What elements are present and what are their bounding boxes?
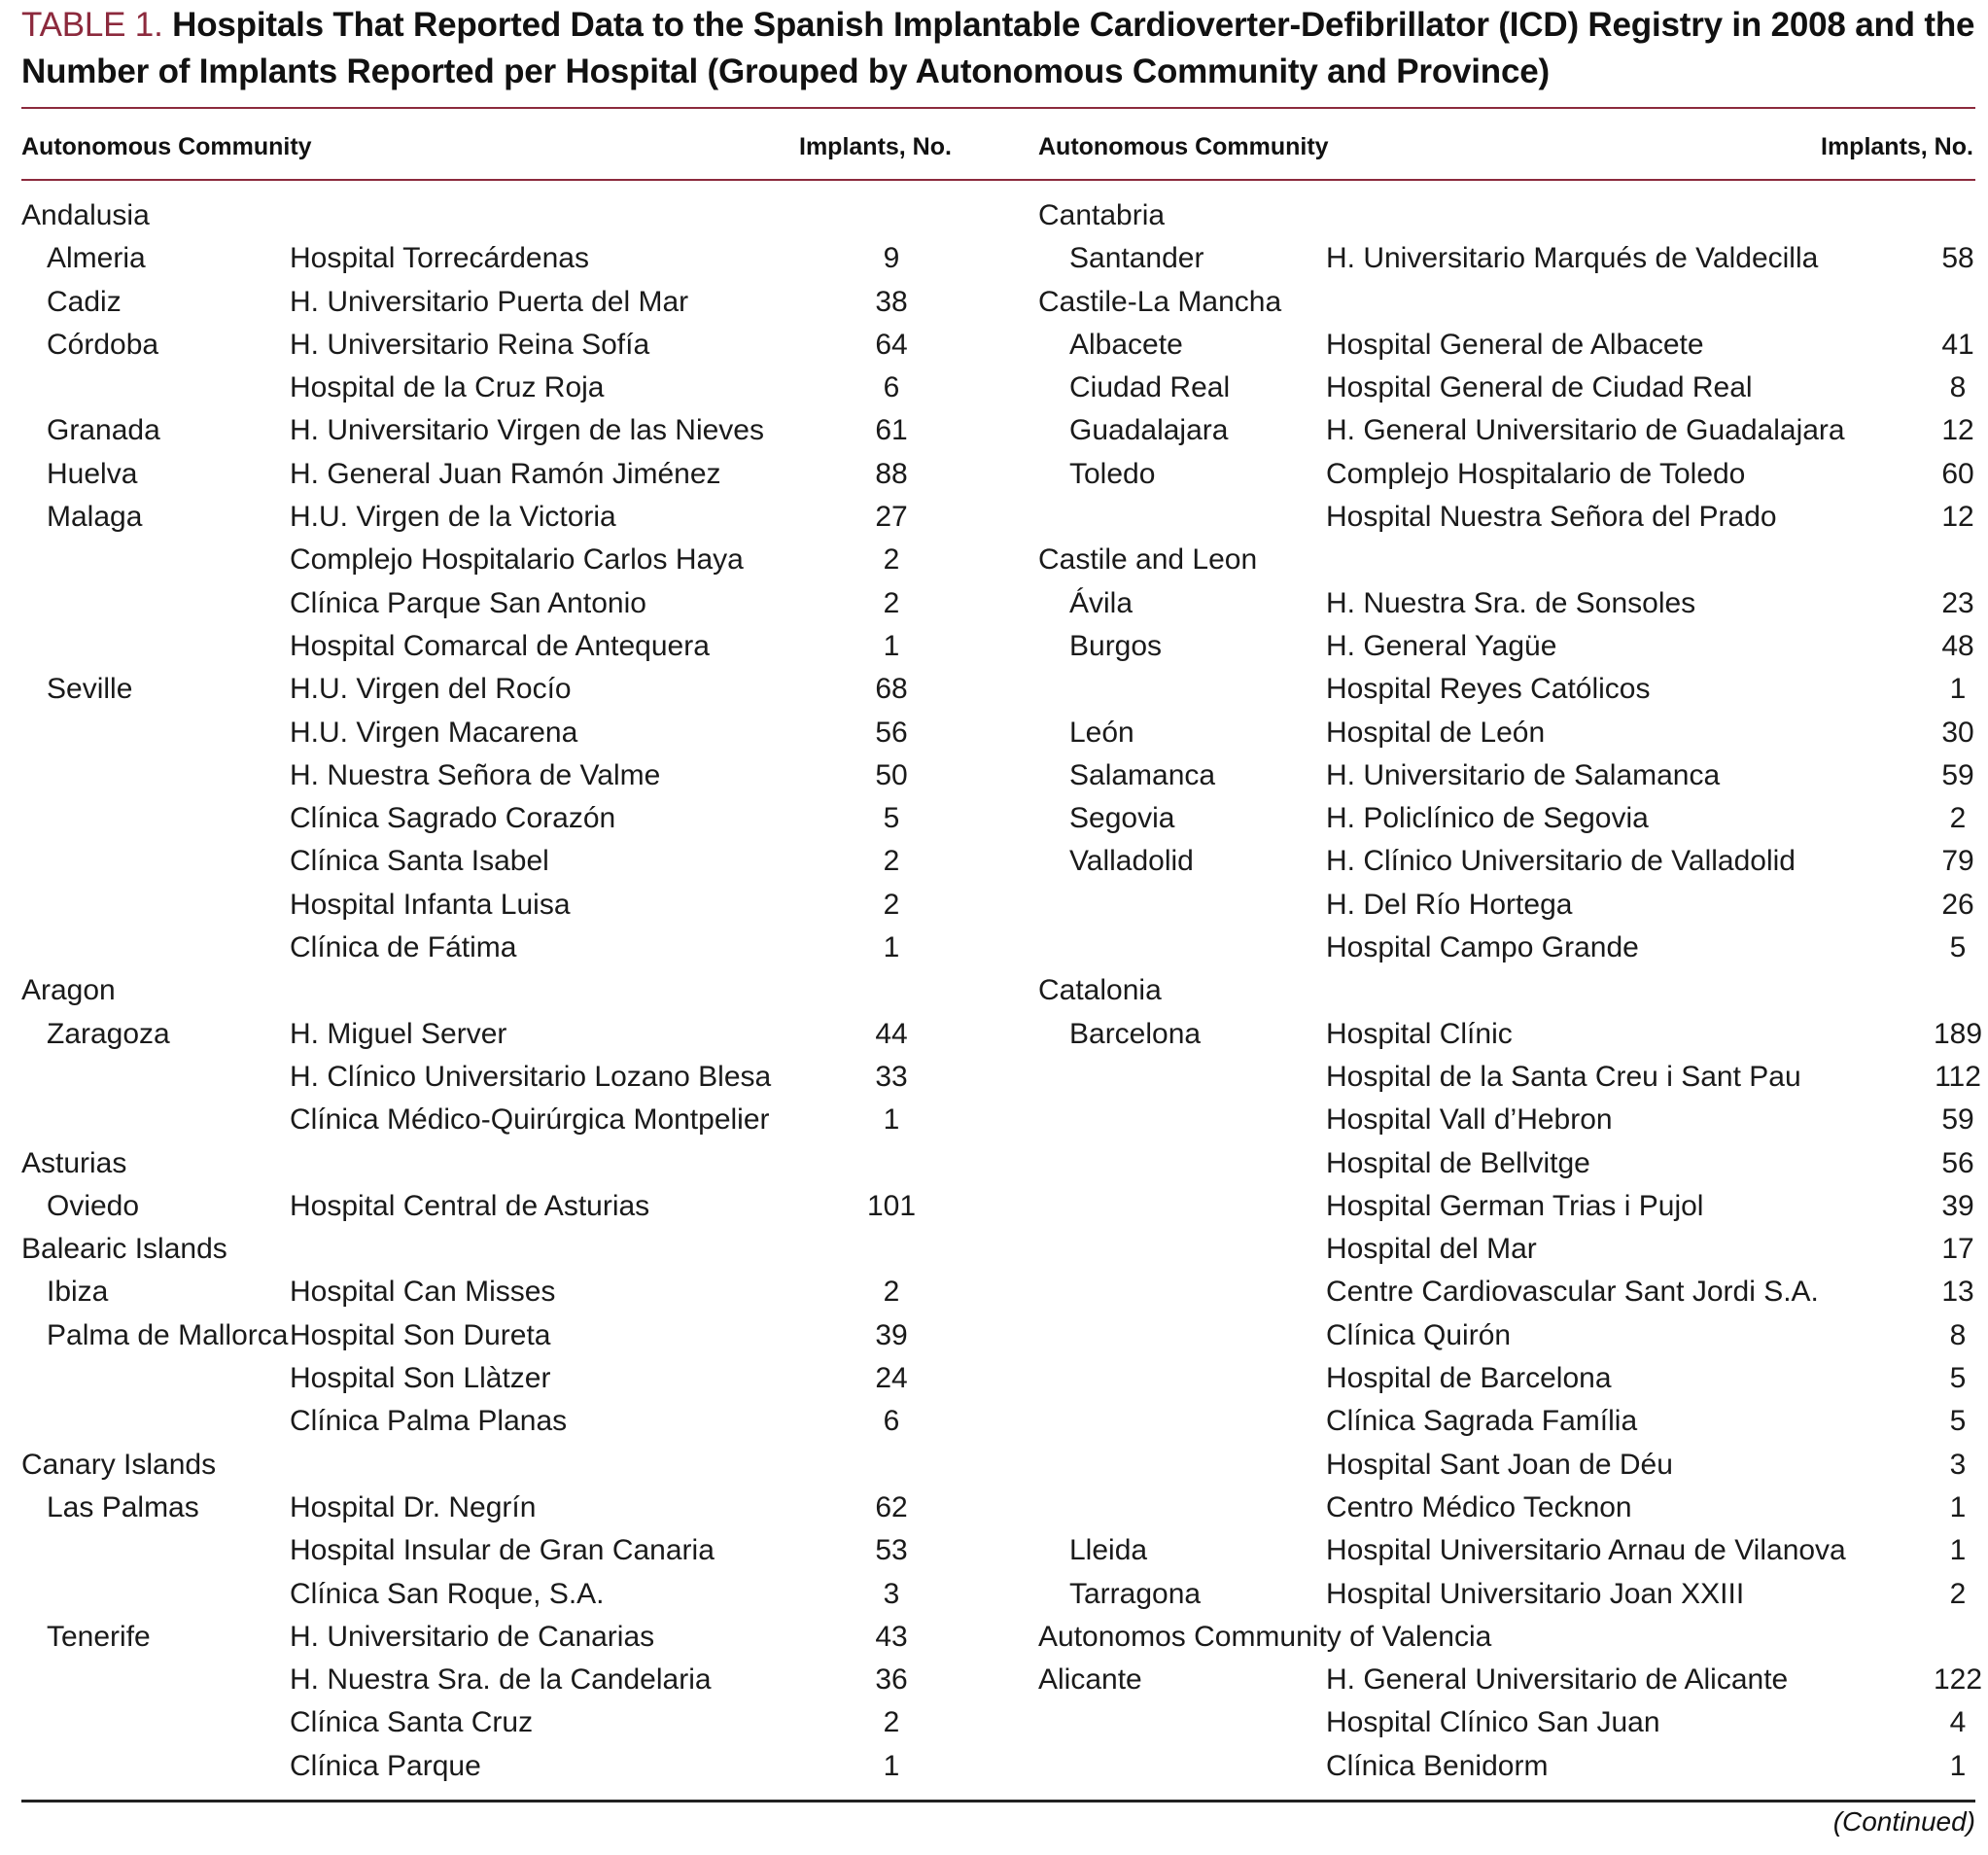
- table-row: [21, 1228, 994, 1271]
- community-cell: Andalusia: [21, 199, 150, 231]
- hospital-cell: Hospital Son Dureta: [290, 1318, 551, 1351]
- implants-cell: 58: [1941, 242, 1974, 275]
- hospital-cell: H. Nuestra Sra. de la Candelaria: [290, 1663, 712, 1697]
- table-row: [1038, 927, 1971, 969]
- table-row: [1038, 539, 1971, 581]
- implants-cell: 56: [1941, 1146, 1974, 1179]
- table-title-text: Hospitals That Reported Data to the Spanish Implantable Cardioverter-Defibrillator (ICD) Registry in 2008 and the Number of Implants Reported per Hospital (Grouped by Autonomous Community and Province): [21, 6, 1975, 90]
- province-cell: Burgos: [1069, 629, 1163, 662]
- table-row: [1038, 1056, 1981, 1099]
- hospital-cell: Centro Médico Tecknon: [1326, 1490, 1632, 1523]
- province-cell: Ciudad Real: [1069, 371, 1231, 404]
- hospital-cell: H. Universitario de Salamanca: [1326, 758, 1721, 791]
- implants-cell: 101: [866, 1189, 917, 1222]
- table-row: [21, 1487, 994, 1529]
- province-cell: Toledo: [1069, 457, 1156, 490]
- implants-cell: 2: [883, 1706, 900, 1739]
- table-row: [1038, 1142, 1974, 1185]
- table-row: [21, 1142, 994, 1185]
- implants-cell: 33: [875, 1060, 908, 1093]
- hospital-cell: Hospital Clínico San Juan: [1326, 1706, 1660, 1739]
- hospital-cell: Hospital Son Llàtzer: [290, 1362, 551, 1395]
- hospital-cell: H.U. Virgen de la Victoria: [290, 501, 616, 534]
- implants-cell: 2: [1949, 802, 1967, 835]
- table-row: [1038, 754, 1974, 797]
- hospital-cell: Clínica San Roque, S.A.: [290, 1577, 605, 1610]
- implants-cell: 44: [875, 1017, 908, 1050]
- table-row: [21, 1400, 994, 1443]
- table-row: [21, 1271, 994, 1313]
- hospital-cell: H. General Universitario de Guadalajara: [1326, 414, 1845, 447]
- table-row: [1038, 1745, 1971, 1788]
- implants-cell: 50: [875, 758, 908, 791]
- table-row: [21, 927, 994, 969]
- table-row: [1038, 884, 1974, 927]
- implants-cell: 64: [875, 328, 908, 361]
- hospital-cell: H. Clínico Universitario de Valladolid: [1326, 845, 1796, 878]
- implants-cell: 24: [875, 1362, 908, 1395]
- community-cell: Catalonia: [1038, 974, 1162, 1007]
- implants-cell: 88: [875, 457, 908, 490]
- table-row: [1038, 324, 1974, 367]
- implants-cell: 3: [1949, 1448, 1967, 1481]
- implants-cell: 26: [1941, 888, 1974, 921]
- province-cell: Salamanca: [1069, 758, 1216, 791]
- community-cell: Balearic Islands: [21, 1233, 227, 1266]
- implants-cell: 38: [875, 285, 908, 318]
- community-cell: Castile and Leon: [1038, 543, 1258, 577]
- implants-cell: 79: [1941, 845, 1974, 878]
- table-row: [1038, 1271, 1974, 1313]
- hospital-cell: Hospital Central de Asturias: [290, 1189, 650, 1222]
- table-row: [21, 281, 994, 324]
- hospital-cell: Hospital Clínic: [1326, 1017, 1513, 1050]
- table-title: [21, 2, 1975, 95]
- implants-cell: 2: [883, 845, 900, 878]
- table-row: [1038, 668, 1971, 711]
- header-left-community: Autonomous Community: [21, 133, 312, 160]
- table-row: [1038, 1616, 1971, 1659]
- province-cell: Las Palmas: [47, 1490, 199, 1523]
- province-cell: Tarragona: [1069, 1577, 1202, 1610]
- table-row: [21, 625, 994, 668]
- hospital-cell: Hospital de Bellvitge: [1326, 1146, 1590, 1179]
- implants-cell: 189: [1933, 1017, 1983, 1050]
- hospital-cell: Clínica Médico-Quirúrgica Montpelier: [290, 1103, 770, 1137]
- table-row: [1038, 1400, 1971, 1443]
- hospital-cell: Hospital Campo Grande: [1326, 931, 1639, 964]
- left-column: [21, 194, 994, 1788]
- province-cell: Huelva: [47, 457, 138, 490]
- implants-cell: 1: [1949, 1749, 1967, 1782]
- hospital-cell: H. General Universitario de Alicante: [1326, 1663, 1789, 1697]
- hospital-cell: Clínica Sagrada Família: [1326, 1405, 1638, 1438]
- table-row: [21, 840, 994, 883]
- table-row: [1038, 1357, 1971, 1400]
- hospital-cell: Complejo Hospitalario Carlos Haya: [290, 543, 744, 577]
- table-row: [1038, 496, 1974, 539]
- table-row: [1038, 1573, 1971, 1616]
- header-right-community: Autonomous Community: [1038, 133, 1329, 160]
- hospital-cell: H.U. Virgen del Rocío: [290, 673, 572, 706]
- hospital-cell: Clínica Parque: [290, 1749, 481, 1782]
- implants-cell: 17: [1941, 1233, 1974, 1266]
- implants-cell: 61: [875, 414, 908, 447]
- table-row: [21, 1529, 994, 1572]
- hospital-cell: Hospital Universitario Arnau de Vilanova: [1326, 1534, 1846, 1567]
- hospital-cell: H. Universitario Puerta del Mar: [290, 285, 689, 318]
- implants-cell: 9: [883, 242, 900, 275]
- table-row: [21, 1616, 994, 1659]
- table-row: [1038, 1228, 1974, 1271]
- hospital-cell: Hospital Universitario Joan XXIII: [1326, 1577, 1745, 1610]
- community-cell: Cantabria: [1038, 199, 1166, 231]
- hospital-cell: Centre Cardiovascular Sant Jordi S.A.: [1326, 1276, 1819, 1309]
- community-cell: Canary Islands: [21, 1448, 217, 1481]
- implants-cell: 53: [875, 1534, 908, 1567]
- hospital-cell: Hospital Dr. Negrín: [290, 1490, 537, 1523]
- implants-cell: 6: [883, 1405, 900, 1438]
- table-row: [21, 1185, 994, 1228]
- table-row: [1038, 237, 1974, 280]
- table-row: [1038, 1444, 1971, 1487]
- table-row: [1038, 1659, 1983, 1701]
- table-row: [21, 1573, 994, 1616]
- table-row: [21, 237, 994, 280]
- province-cell: Almeria: [47, 242, 146, 275]
- implants-cell: 122: [1933, 1663, 1983, 1697]
- implants-cell: 6: [883, 371, 900, 404]
- hospital-cell: H. General Juan Ramón Jiménez: [290, 457, 721, 490]
- header-top-rule: [21, 107, 1975, 109]
- implants-cell: 8: [1949, 1318, 1967, 1351]
- implants-cell: 39: [875, 1318, 908, 1351]
- table-row: [1038, 1185, 1974, 1228]
- table-row: [1038, 453, 1974, 496]
- implants-cell: 5: [1949, 931, 1967, 964]
- hospital-cell: Hospital Vall d’Hebron: [1326, 1103, 1613, 1137]
- header-bottom-rule: [21, 179, 1975, 181]
- implants-cell: 41: [1941, 328, 1974, 361]
- hospital-cell: Hospital German Trias i Pujol: [1326, 1189, 1704, 1222]
- hospital-cell: H.U. Virgen Macarena: [290, 716, 578, 749]
- hospital-cell: Clínica Santa Isabel: [290, 845, 549, 878]
- implants-cell: 1: [1949, 1490, 1967, 1523]
- table-row: [21, 1701, 994, 1744]
- table-row: [21, 884, 994, 927]
- implants-cell: 1: [1949, 1534, 1967, 1567]
- implants-cell: 1: [883, 1749, 900, 1782]
- table-row: [1038, 367, 1971, 409]
- implants-cell: 2: [883, 586, 900, 619]
- table-row: [1038, 582, 1974, 625]
- implants-cell: 2: [883, 1276, 900, 1309]
- hospital-cell: Clínica Benidorm: [1326, 1749, 1549, 1782]
- province-cell: Oviedo: [47, 1189, 140, 1222]
- implants-cell: 1: [1949, 673, 1967, 706]
- province-cell: Ibiza: [47, 1276, 109, 1309]
- hospital-cell: H. Universitario Virgen de las Nieves: [290, 414, 764, 447]
- hospital-cell: H. Miguel Server: [290, 1017, 507, 1050]
- implants-cell: 59: [1941, 1103, 1974, 1137]
- province-cell: Lleida: [1069, 1534, 1148, 1567]
- province-cell: Santander: [1069, 242, 1204, 275]
- hospital-cell: Clínica Parque San Antonio: [290, 586, 646, 619]
- table-row: [1038, 194, 1971, 237]
- hospital-cell: Hospital Insular de Gran Canaria: [290, 1534, 715, 1567]
- table-row: [21, 1444, 994, 1487]
- hospital-cell: Hospital de Barcelona: [1326, 1362, 1612, 1395]
- province-cell: Granada: [47, 414, 160, 447]
- table-row: [1038, 840, 1974, 883]
- hospital-cell: Clínica Quirón: [1326, 1318, 1512, 1351]
- hospital-cell: H. Universitario de Canarias: [290, 1620, 655, 1653]
- hospital-cell: Complejo Hospitalario de Toledo: [1326, 457, 1746, 490]
- hospital-cell: Hospital Sant Joan de Déu: [1326, 1448, 1673, 1481]
- table-row: [21, 797, 994, 840]
- implants-cell: 43: [875, 1620, 908, 1653]
- table-row: [21, 367, 994, 409]
- table-row: [21, 1056, 994, 1099]
- implants-cell: 12: [1941, 414, 1974, 447]
- table-row: [1038, 625, 1974, 668]
- table-row: [1038, 797, 1971, 840]
- table-bottom-rule: [21, 1800, 1975, 1802]
- implants-cell: 59: [1941, 758, 1974, 791]
- hospital-cell: H. Clínico Universitario Lozano Blesa: [290, 1060, 772, 1093]
- community-cell: Autonomos Community of Valencia: [1038, 1620, 1492, 1653]
- hospital-cell: Hospital Can Misses: [290, 1276, 556, 1309]
- province-cell: Seville: [47, 673, 133, 706]
- province-cell: Malaga: [47, 501, 143, 534]
- hospital-cell: Clínica Sagrado Corazón: [290, 802, 616, 835]
- province-cell: Palma de Mallorca: [47, 1318, 289, 1351]
- hospital-cell: Hospital Infanta Luisa: [290, 888, 571, 921]
- header-right-implants: Implants, No.: [1821, 133, 1973, 160]
- province-cell: Zaragoza: [47, 1017, 170, 1050]
- implants-cell: 3: [883, 1577, 900, 1610]
- table-row: [21, 1314, 994, 1357]
- hospital-cell: H. Universitario Marqués de Valdecilla: [1326, 242, 1819, 275]
- table-row: [1038, 1529, 1971, 1572]
- hospital-cell: H. Policlínico de Segovia: [1326, 802, 1649, 835]
- table-row: [21, 668, 994, 711]
- implants-cell: 1: [883, 931, 900, 964]
- community-cell: Alicante: [1038, 1663, 1142, 1697]
- table-row: [21, 582, 994, 625]
- province-cell: Tenerife: [47, 1620, 151, 1653]
- table-row: [21, 496, 994, 539]
- implants-cell: 27: [875, 501, 908, 534]
- implants-cell: 13: [1941, 1276, 1974, 1309]
- implants-cell: 5: [883, 802, 900, 835]
- table-row: [21, 754, 994, 797]
- implants-cell: 1: [883, 1103, 900, 1137]
- implants-cell: 5: [1949, 1362, 1967, 1395]
- hospital-cell: H. Nuestra Señora de Valme: [290, 758, 661, 791]
- implants-cell: 60: [1941, 457, 1974, 490]
- implants-cell: 2: [883, 888, 900, 921]
- implants-cell: 2: [883, 543, 900, 577]
- table-label: TABLE 1.: [21, 6, 163, 44]
- community-cell: Aragon: [21, 974, 116, 1007]
- table-row: [21, 539, 994, 581]
- hospital-cell: Hospital Nuestra Señora del Prado: [1326, 501, 1777, 534]
- province-cell: Barcelona: [1069, 1017, 1202, 1050]
- continued-note: (Continued): [1832, 1806, 1975, 1837]
- table-row: [1038, 969, 1971, 1012]
- hospital-cell: Hospital Torrecárdenas: [290, 242, 589, 275]
- table-row: [1038, 409, 1974, 452]
- hospital-cell: Hospital Reyes Católicos: [1326, 673, 1651, 706]
- table-row: [21, 1357, 994, 1400]
- hospital-cell: Clínica Palma Planas: [290, 1405, 568, 1438]
- header-left-implants: Implants, No.: [799, 133, 952, 160]
- province-cell: Guadalajara: [1069, 414, 1229, 447]
- province-cell: Ávila: [1069, 586, 1134, 619]
- hospital-cell: Hospital de León: [1326, 716, 1546, 749]
- table-row: [21, 1745, 994, 1788]
- hospital-cell: H. Nuestra Sra. de Sonsoles: [1326, 586, 1696, 619]
- province-cell: Segovia: [1069, 802, 1175, 835]
- implants-cell: 4: [1949, 1706, 1967, 1739]
- hospital-cell: Hospital de la Cruz Roja: [290, 371, 605, 404]
- implants-cell: 112: [1935, 1060, 1981, 1093]
- hospital-cell: H. Del Río Hortega: [1326, 888, 1573, 921]
- table-row: [1038, 1701, 1971, 1744]
- province-cell: Valladolid: [1069, 845, 1194, 878]
- hospital-cell: Hospital del Mar: [1326, 1233, 1537, 1266]
- hospital-cell: Hospital de la Santa Creu i Sant Pau: [1326, 1060, 1801, 1093]
- implants-cell: 39: [1941, 1189, 1974, 1222]
- implants-cell: 56: [875, 716, 908, 749]
- province-cell: Cadiz: [47, 285, 122, 318]
- community-cell: Asturias: [21, 1146, 127, 1179]
- right-column: [1038, 194, 1983, 1788]
- hospital-cell: Hospital Comarcal de Antequera: [290, 629, 710, 662]
- community-cell: Castile-La Mancha: [1038, 285, 1282, 318]
- table-row: [21, 969, 994, 1012]
- hospital-cell: Hospital General de Ciudad Real: [1326, 371, 1753, 404]
- implants-cell: 1: [883, 629, 900, 662]
- table-row: [1038, 281, 1971, 324]
- table-row: [21, 1013, 994, 1056]
- implants-cell: 12: [1941, 501, 1974, 534]
- hospital-cell: Hospital General de Albacete: [1326, 328, 1704, 361]
- province-cell: Córdoba: [47, 328, 159, 361]
- implants-cell: 30: [1941, 716, 1974, 749]
- implants-cell: 68: [875, 673, 908, 706]
- table-row: [21, 324, 994, 367]
- table-row: [21, 712, 994, 754]
- hospital-cell: H. Universitario Reina Sofía: [290, 328, 650, 361]
- table-row: [1038, 1314, 1971, 1357]
- table-row: [21, 1099, 994, 1141]
- province-cell: León: [1069, 716, 1134, 749]
- table-row: [1038, 1099, 1974, 1141]
- table-row: [1038, 712, 1974, 754]
- hospital-cell: Clínica Santa Cruz: [290, 1706, 534, 1739]
- implants-cell: 62: [875, 1490, 908, 1523]
- implants-cell: 5: [1949, 1405, 1967, 1438]
- table-row: [21, 453, 994, 496]
- table-row: [21, 409, 994, 452]
- hospital-cell: Clínica de Fátima: [290, 931, 517, 964]
- implants-cell: 48: [1941, 629, 1974, 662]
- province-cell: Albacete: [1069, 328, 1183, 361]
- implants-cell: 2: [1949, 1577, 1967, 1610]
- table-row: [21, 194, 994, 237]
- hospital-cell: H. General Yagüe: [1326, 629, 1557, 662]
- table-row: [1038, 1487, 1971, 1529]
- implants-cell: 8: [1949, 371, 1967, 404]
- table-row: [1038, 1013, 1983, 1056]
- implants-cell: 36: [875, 1663, 908, 1697]
- implants-cell: 23: [1941, 586, 1974, 619]
- table-row: [21, 1659, 994, 1701]
